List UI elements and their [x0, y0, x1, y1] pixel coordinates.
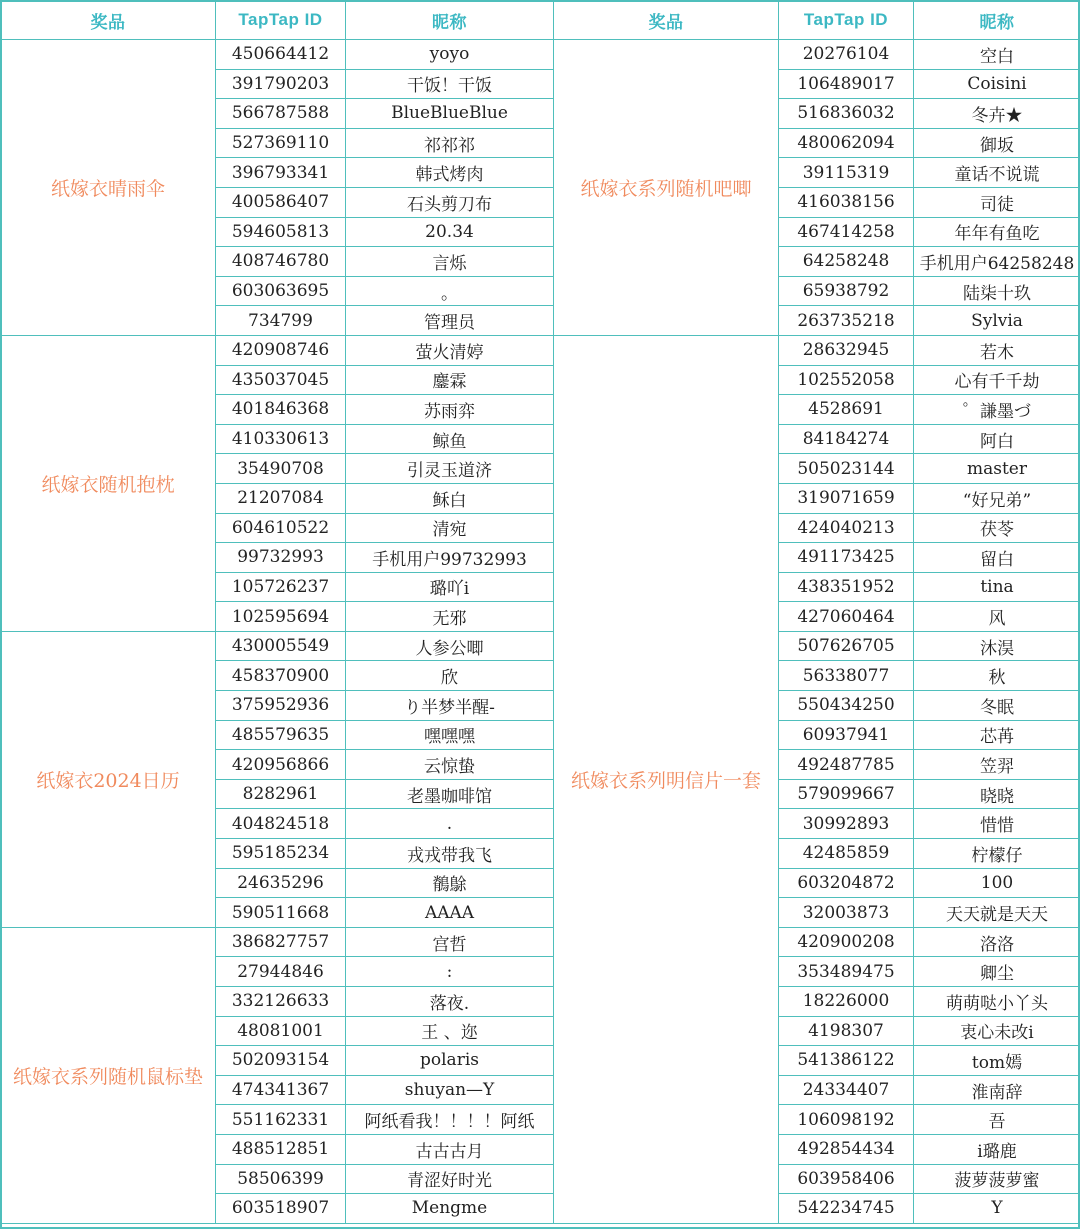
taptap-id-cell: 502093154 — [216, 1046, 346, 1076]
taptap-id-cell: 427060464 — [779, 602, 914, 632]
nickname-cell: 司徒 — [914, 187, 1080, 217]
taptap-id-cell: 541386122 — [779, 1046, 914, 1076]
taptap-id-cell: 603518907 — [216, 1194, 346, 1224]
nickname-cell: 戎戎带我飞 — [346, 839, 554, 869]
nickname-cell: 空白 — [914, 40, 1080, 70]
header-nickname: 昵称 — [914, 1, 1080, 40]
nickname-cell: 人参公唧 — [346, 631, 554, 661]
taptap-id-cell: 18226000 — [779, 987, 914, 1017]
taptap-id-cell: 438351952 — [779, 572, 914, 602]
taptap-id-cell: 474341367 — [216, 1075, 346, 1105]
nickname-cell: 留白 — [914, 543, 1080, 573]
taptap-id-cell: 507626705 — [779, 631, 914, 661]
taptap-id-cell: 450664412 — [216, 40, 346, 70]
taptap-id-cell: 594605813 — [216, 217, 346, 247]
taptap-id-cell: 102595694 — [216, 602, 346, 632]
nickname-cell: 鲸鱼 — [346, 424, 554, 454]
nickname-cell: 秋 — [914, 661, 1080, 691]
taptap-id-cell: 84184274 — [779, 424, 914, 454]
table-row — [1, 335, 554, 365]
nickname-cell: ゜謙墨づ — [914, 395, 1080, 425]
taptap-id-cell: 400586407 — [216, 187, 346, 217]
nickname-cell: 管理员 — [346, 306, 554, 336]
nickname-cell: 20.34 — [346, 217, 554, 247]
taptap-id-cell: 42485859 — [779, 839, 914, 869]
nickname-cell: : — [346, 957, 554, 987]
nickname-cell: 阿纸看我！！！！阿纸 — [346, 1105, 554, 1135]
nickname-cell: 菠萝菠萝蜜 — [914, 1164, 1080, 1194]
nickname-cell: 衷心未改i — [914, 1016, 1080, 1046]
nickname-cell: 清宛 — [346, 513, 554, 543]
taptap-id-cell: 492854434 — [779, 1134, 914, 1164]
nickname-cell: tina — [914, 572, 1080, 602]
taptap-id-cell: 505023144 — [779, 454, 914, 484]
nickname-cell: 惜惜 — [914, 809, 1080, 839]
taptap-id-cell: 106489017 — [779, 69, 914, 99]
nickname-cell: tom嫣 — [914, 1046, 1080, 1076]
taptap-id-cell: 24334407 — [779, 1075, 914, 1105]
taptap-id-cell: 105726237 — [216, 572, 346, 602]
taptap-id-cell: 420908746 — [216, 335, 346, 365]
taptap-id-cell: 60937941 — [779, 720, 914, 750]
taptap-id-cell: 58506399 — [216, 1164, 346, 1194]
nickname-cell: 茯苓 — [914, 513, 1080, 543]
nickname-cell: 萌萌哒小丫头 — [914, 987, 1080, 1017]
nickname-cell: Sylvia — [914, 306, 1080, 336]
nickname-cell: 萤火清婷 — [346, 335, 554, 365]
nickname-cell: 嘿嘿嘿 — [346, 720, 554, 750]
nickname-cell: 冬卉★ — [914, 99, 1080, 129]
nickname-cell: 言烁 — [346, 247, 554, 277]
nickname-cell: 陆柒十玖 — [914, 276, 1080, 306]
nickname-cell: 冬眠 — [914, 691, 1080, 721]
nickname-cell: Mengme — [346, 1194, 554, 1224]
nickname-cell: 。 — [346, 276, 554, 306]
taptap-id-cell: 24635296 — [216, 868, 346, 898]
nickname-cell: 风 — [914, 602, 1080, 632]
taptap-id-cell: 4198307 — [779, 1016, 914, 1046]
nickname-cell: り半梦半醒- — [346, 691, 554, 721]
taptap-id-cell: 604610522 — [216, 513, 346, 543]
nickname-cell: 心有千千劫 — [914, 365, 1080, 395]
nickname-cell: 卿尘 — [914, 957, 1080, 987]
table-row — [1, 927, 554, 957]
nickname-cell: polaris — [346, 1046, 554, 1076]
prize-name: 纸嫁衣系列随机吧唧 — [554, 40, 779, 336]
nickname-cell: Coisini — [914, 69, 1080, 99]
nickname-cell: 芯苒 — [914, 720, 1080, 750]
nickname-cell: 晓晓 — [914, 779, 1080, 809]
taptap-id-cell: 32003873 — [779, 898, 914, 928]
taptap-id-cell: 410330613 — [216, 424, 346, 454]
taptap-id-cell: 27944846 — [216, 957, 346, 987]
nickname-cell: 老墨咖啡馆 — [346, 779, 554, 809]
taptap-id-cell: 102552058 — [779, 365, 914, 395]
nickname-cell: 鏖霖 — [346, 365, 554, 395]
nickname-cell: 淮南辞 — [914, 1075, 1080, 1105]
nickname-cell: 手机用户99732993 — [346, 543, 554, 573]
taptap-id-cell: 458370900 — [216, 661, 346, 691]
nickname-cell: i璐鹿 — [914, 1134, 1080, 1164]
nickname-cell: 天天就是天天 — [914, 898, 1080, 928]
taptap-id-cell: 28632945 — [779, 335, 914, 365]
header-nickname: 昵称 — [346, 1, 554, 40]
table-row — [1, 631, 554, 661]
taptap-id-cell: 396793341 — [216, 158, 346, 188]
nickname-cell: 王 、迩 — [346, 1016, 554, 1046]
nickname-cell: AAAA — [346, 898, 554, 928]
nickname-cell: 无邪 — [346, 602, 554, 632]
taptap-id-cell: 4528691 — [779, 395, 914, 425]
taptap-id-cell: 65938792 — [779, 276, 914, 306]
taptap-id-cell: 408746780 — [216, 247, 346, 277]
taptap-id-cell: 20276104 — [779, 40, 914, 70]
nickname-cell: 欣 — [346, 661, 554, 691]
taptap-id-cell: 386827757 — [216, 927, 346, 957]
taptap-id-cell: 485579635 — [216, 720, 346, 750]
nickname-cell: 柠檬仔 — [914, 839, 1080, 869]
nickname-cell: Y — [914, 1194, 1080, 1224]
taptap-id-cell: 734799 — [216, 306, 346, 336]
taptap-id-cell: 56338077 — [779, 661, 914, 691]
nickname-cell: 御坂 — [914, 128, 1080, 158]
taptap-id-cell: 551162331 — [216, 1105, 346, 1135]
nickname-cell: yoyo — [346, 40, 554, 70]
nickname-cell: 笠羿 — [914, 750, 1080, 780]
nickname-cell: 古古古月 — [346, 1134, 554, 1164]
taptap-id-cell: 603958406 — [779, 1164, 914, 1194]
header-prize: 奖品 — [554, 1, 779, 40]
taptap-id-cell: 416038156 — [779, 187, 914, 217]
nickname-cell: 稣白 — [346, 483, 554, 513]
nickname-cell: “好兄弟” — [914, 483, 1080, 513]
right-winners-table — [553, 0, 1080, 1224]
taptap-id-cell: 99732993 — [216, 543, 346, 573]
prize-name: 纸嫁衣系列随机鼠标垫 — [1, 927, 216, 1223]
taptap-id-cell: 332126633 — [216, 987, 346, 1017]
prize-name: 纸嫁衣随机抱枕 — [1, 335, 216, 631]
taptap-id-cell: 48081001 — [216, 1016, 346, 1046]
taptap-id-cell: 424040213 — [779, 513, 914, 543]
taptap-id-cell: 590511668 — [216, 898, 346, 928]
nickname-cell: 阿白 — [914, 424, 1080, 454]
header-taptap-id: TapTap ID — [216, 1, 346, 40]
taptap-id-cell: 488512851 — [216, 1134, 346, 1164]
nickname-cell: 若木 — [914, 335, 1080, 365]
taptap-id-cell: 401846368 — [216, 395, 346, 425]
nickname-cell: 洛洛 — [914, 927, 1080, 957]
prize-name: 纸嫁衣2024日历 — [1, 631, 216, 927]
prize-name: 纸嫁衣系列明信片一套 — [554, 335, 779, 1223]
taptap-id-cell: 420900208 — [779, 927, 914, 957]
taptap-id-cell: 603204872 — [779, 868, 914, 898]
nickname-cell: 苏雨弈 — [346, 395, 554, 425]
taptap-id-cell: 64258248 — [779, 247, 914, 277]
table-row — [554, 40, 1080, 70]
nickname-cell: 引灵玉道济 — [346, 454, 554, 484]
taptap-id-cell: 106098192 — [779, 1105, 914, 1135]
taptap-id-cell: 603063695 — [216, 276, 346, 306]
nickname-cell: 鶺鵌 — [346, 868, 554, 898]
nickname-cell: BlueBlueBlue — [346, 99, 554, 129]
taptap-id-cell: 435037045 — [216, 365, 346, 395]
taptap-id-cell: 8282961 — [216, 779, 346, 809]
taptap-id-cell: 319071659 — [779, 483, 914, 513]
taptap-id-cell: 566787588 — [216, 99, 346, 129]
nickname-cell: 璐吖i — [346, 572, 554, 602]
nickname-cell: 手机用户64258248 — [914, 247, 1080, 277]
nickname-cell: 青涩好时光 — [346, 1164, 554, 1194]
taptap-id-cell: 516836032 — [779, 99, 914, 129]
taptap-id-cell: 391790203 — [216, 69, 346, 99]
taptap-id-cell: 263735218 — [779, 306, 914, 336]
nickname-cell: 石头剪刀布 — [346, 187, 554, 217]
taptap-id-cell: 420956866 — [216, 750, 346, 780]
nickname-cell: 年年有鱼吃 — [914, 217, 1080, 247]
nickname-cell: 童话不说谎 — [914, 158, 1080, 188]
nickname-cell: shuyan—Y — [346, 1075, 554, 1105]
taptap-id-cell: 550434250 — [779, 691, 914, 721]
table-row — [1, 40, 554, 70]
taptap-id-cell: 542234745 — [779, 1194, 914, 1224]
taptap-id-cell: 467414258 — [779, 217, 914, 247]
taptap-id-cell: 579099667 — [779, 779, 914, 809]
taptap-id-cell: 30992893 — [779, 809, 914, 839]
left-header-row — [1, 1, 554, 40]
table-row — [554, 335, 1080, 365]
prize-name: 纸嫁衣晴雨伞 — [1, 40, 216, 336]
nickname-cell: 韩式烤肉 — [346, 158, 554, 188]
taptap-id-cell: 39115319 — [779, 158, 914, 188]
nickname-cell: 干饭！干饭 — [346, 69, 554, 99]
nickname-cell: master — [914, 454, 1080, 484]
nickname-cell: . — [346, 809, 554, 839]
right-header-row — [554, 1, 1080, 40]
taptap-id-cell: 404824518 — [216, 809, 346, 839]
header-prize: 奖品 — [1, 1, 216, 40]
taptap-id-cell: 480062094 — [779, 128, 914, 158]
taptap-id-cell: 492487785 — [779, 750, 914, 780]
nickname-cell: 落夜. — [346, 987, 554, 1017]
taptap-id-cell: 430005549 — [216, 631, 346, 661]
taptap-id-cell: 21207084 — [216, 483, 346, 513]
taptap-id-cell: 527369110 — [216, 128, 346, 158]
nickname-cell: 云惊蛰 — [346, 750, 554, 780]
nickname-cell: 沐淏 — [914, 631, 1080, 661]
nickname-cell: 100 — [914, 868, 1080, 898]
taptap-id-cell: 491173425 — [779, 543, 914, 573]
taptap-id-cell: 353489475 — [779, 957, 914, 987]
header-taptap-id: TapTap ID — [779, 1, 914, 40]
nickname-cell: 宫哲 — [346, 927, 554, 957]
nickname-cell: 祁祁祁 — [346, 128, 554, 158]
taptap-id-cell: 375952936 — [216, 691, 346, 721]
taptap-id-cell: 35490708 — [216, 454, 346, 484]
taptap-id-cell: 595185234 — [216, 839, 346, 869]
right-table-section — [553, 0, 1080, 1224]
nickname-cell: 吾 — [914, 1105, 1080, 1135]
